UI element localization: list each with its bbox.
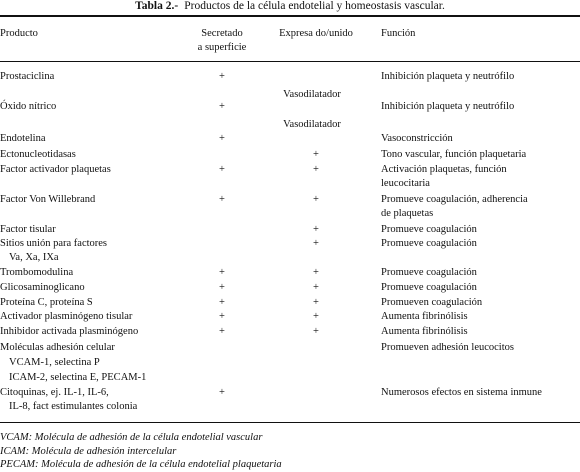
row-producto: Factor tisular <box>0 224 56 235</box>
row-expresa-mark: + <box>313 224 319 235</box>
header-secretado-line1: Secretado <box>201 28 243 39</box>
row-funcion: Promueve coagulación <box>381 238 477 249</box>
row-producto: IL-8, fact estimulantes colonia <box>9 401 138 412</box>
row-funcion: Vasoconstricción <box>381 133 453 144</box>
row-funcion: leucocitaria <box>381 178 430 189</box>
row-funcion: Promueve coagulación <box>381 224 477 235</box>
row-expresa-mark: + <box>313 297 319 308</box>
row-secretado-mark: + <box>219 311 225 322</box>
row-expresa-mark: + <box>313 267 319 278</box>
row-producto: Trombomodulina <box>0 267 74 278</box>
footnote-vcam: VCAM: Molécula de adhesión de la célula endotelial vascular <box>0 432 263 443</box>
row-producto: Endotelina <box>0 133 46 144</box>
row-vasodilatador-note: Vasodilatador <box>283 89 341 100</box>
row-funcion: Promueven adhesión leucocitos <box>381 342 514 353</box>
row-producto: VCAM-1, selectina P <box>9 357 100 368</box>
footnote-icam: ICAM: Molécula de adhesión intercelular <box>0 446 177 457</box>
row-funcion: Numerosos efectos en sistema inmune <box>381 387 542 398</box>
row-producto: Ectonucleotidasas <box>0 149 76 160</box>
row-funcion: Promueven coagulación <box>381 297 483 308</box>
row-funcion: Promueve coagulación <box>381 267 477 278</box>
row-producto: Moléculas adhesión celular <box>0 342 115 353</box>
row-expresa-mark: + <box>313 282 319 293</box>
row-secretado-mark: + <box>219 387 225 398</box>
row-expresa-mark: + <box>313 164 319 175</box>
row-vasodilatador-note: Vasodilatador <box>283 119 341 130</box>
row-secretado-mark: + <box>219 282 225 293</box>
row-secretado-mark: + <box>219 326 225 337</box>
header-expresa: Expresa do/unido <box>279 28 353 39</box>
row-producto: Proteína C, proteína S <box>0 297 93 308</box>
row-funcion: Promueve coagulación, adherencia <box>381 194 528 205</box>
row-secretado-mark: + <box>219 194 225 205</box>
row-expresa-mark: + <box>313 194 319 205</box>
row-producto: Va, Xa, IXa <box>9 252 59 263</box>
row-expresa-mark: + <box>313 149 319 160</box>
table-title <box>0 0 580 14</box>
row-funcion: Tono vascular, función plaquetaria <box>381 149 527 160</box>
header-secretado-line2: a superficie <box>197 42 247 53</box>
header-producto: Producto <box>0 28 38 39</box>
row-expresa-mark: + <box>313 326 319 337</box>
row-producto: Glicosaminoglicano <box>0 282 85 293</box>
row-funcion: Aumenta fibrinólisis <box>381 326 468 337</box>
row-funcion: Promueve coagulación <box>381 282 477 293</box>
top-rule <box>0 15 580 17</box>
row-producto: Activador plasminógeno tisular <box>0 311 133 322</box>
header-rule <box>0 61 580 62</box>
header-funcion: Función <box>381 28 416 39</box>
row-producto: Prostaciclina <box>0 71 55 82</box>
row-secretado-mark: + <box>219 267 225 278</box>
row-secretado-mark: + <box>219 71 225 82</box>
row-expresa-mark: + <box>313 311 319 322</box>
row-producto: ICAM-2, selectina E, PECAM-1 <box>9 372 147 383</box>
row-secretado-mark: + <box>219 101 225 112</box>
row-secretado-mark: + <box>219 297 225 308</box>
row-producto: Inhibidor activada plasminógeno <box>0 326 139 337</box>
bottom-rule <box>0 422 580 423</box>
row-secretado-mark: + <box>219 164 225 175</box>
row-producto: Factor Von Willebrand <box>0 194 96 205</box>
table-label: Tabla 2.- <box>135 0 179 12</box>
row-producto: Óxido nítrico <box>0 101 57 112</box>
table-caption: Productos de la célula endotelial y homeostasis vascular. <box>184 0 445 12</box>
row-funcion: Activación plaquetas, función <box>381 164 507 175</box>
footnote-pecam: PECAM: Molécula de adhesión de la célula endotelial plaquetaria <box>0 459 282 470</box>
row-producto: Factor activador plaquetas <box>0 164 111 175</box>
row-funcion: Inhibición plaqueta y neutrófilo <box>381 101 515 112</box>
row-producto: Sitios unión para factores <box>0 238 108 249</box>
row-funcion: de plaquetas <box>381 208 434 219</box>
row-producto: Citoquinas, ej. IL-1, IL-6, <box>0 387 109 398</box>
row-funcion: Aumenta fibrinólisis <box>381 311 468 322</box>
row-funcion: Inhibición plaqueta y neutrófilo <box>381 71 515 82</box>
row-secretado-mark: + <box>219 133 225 144</box>
row-expresa-mark: + <box>313 238 319 249</box>
